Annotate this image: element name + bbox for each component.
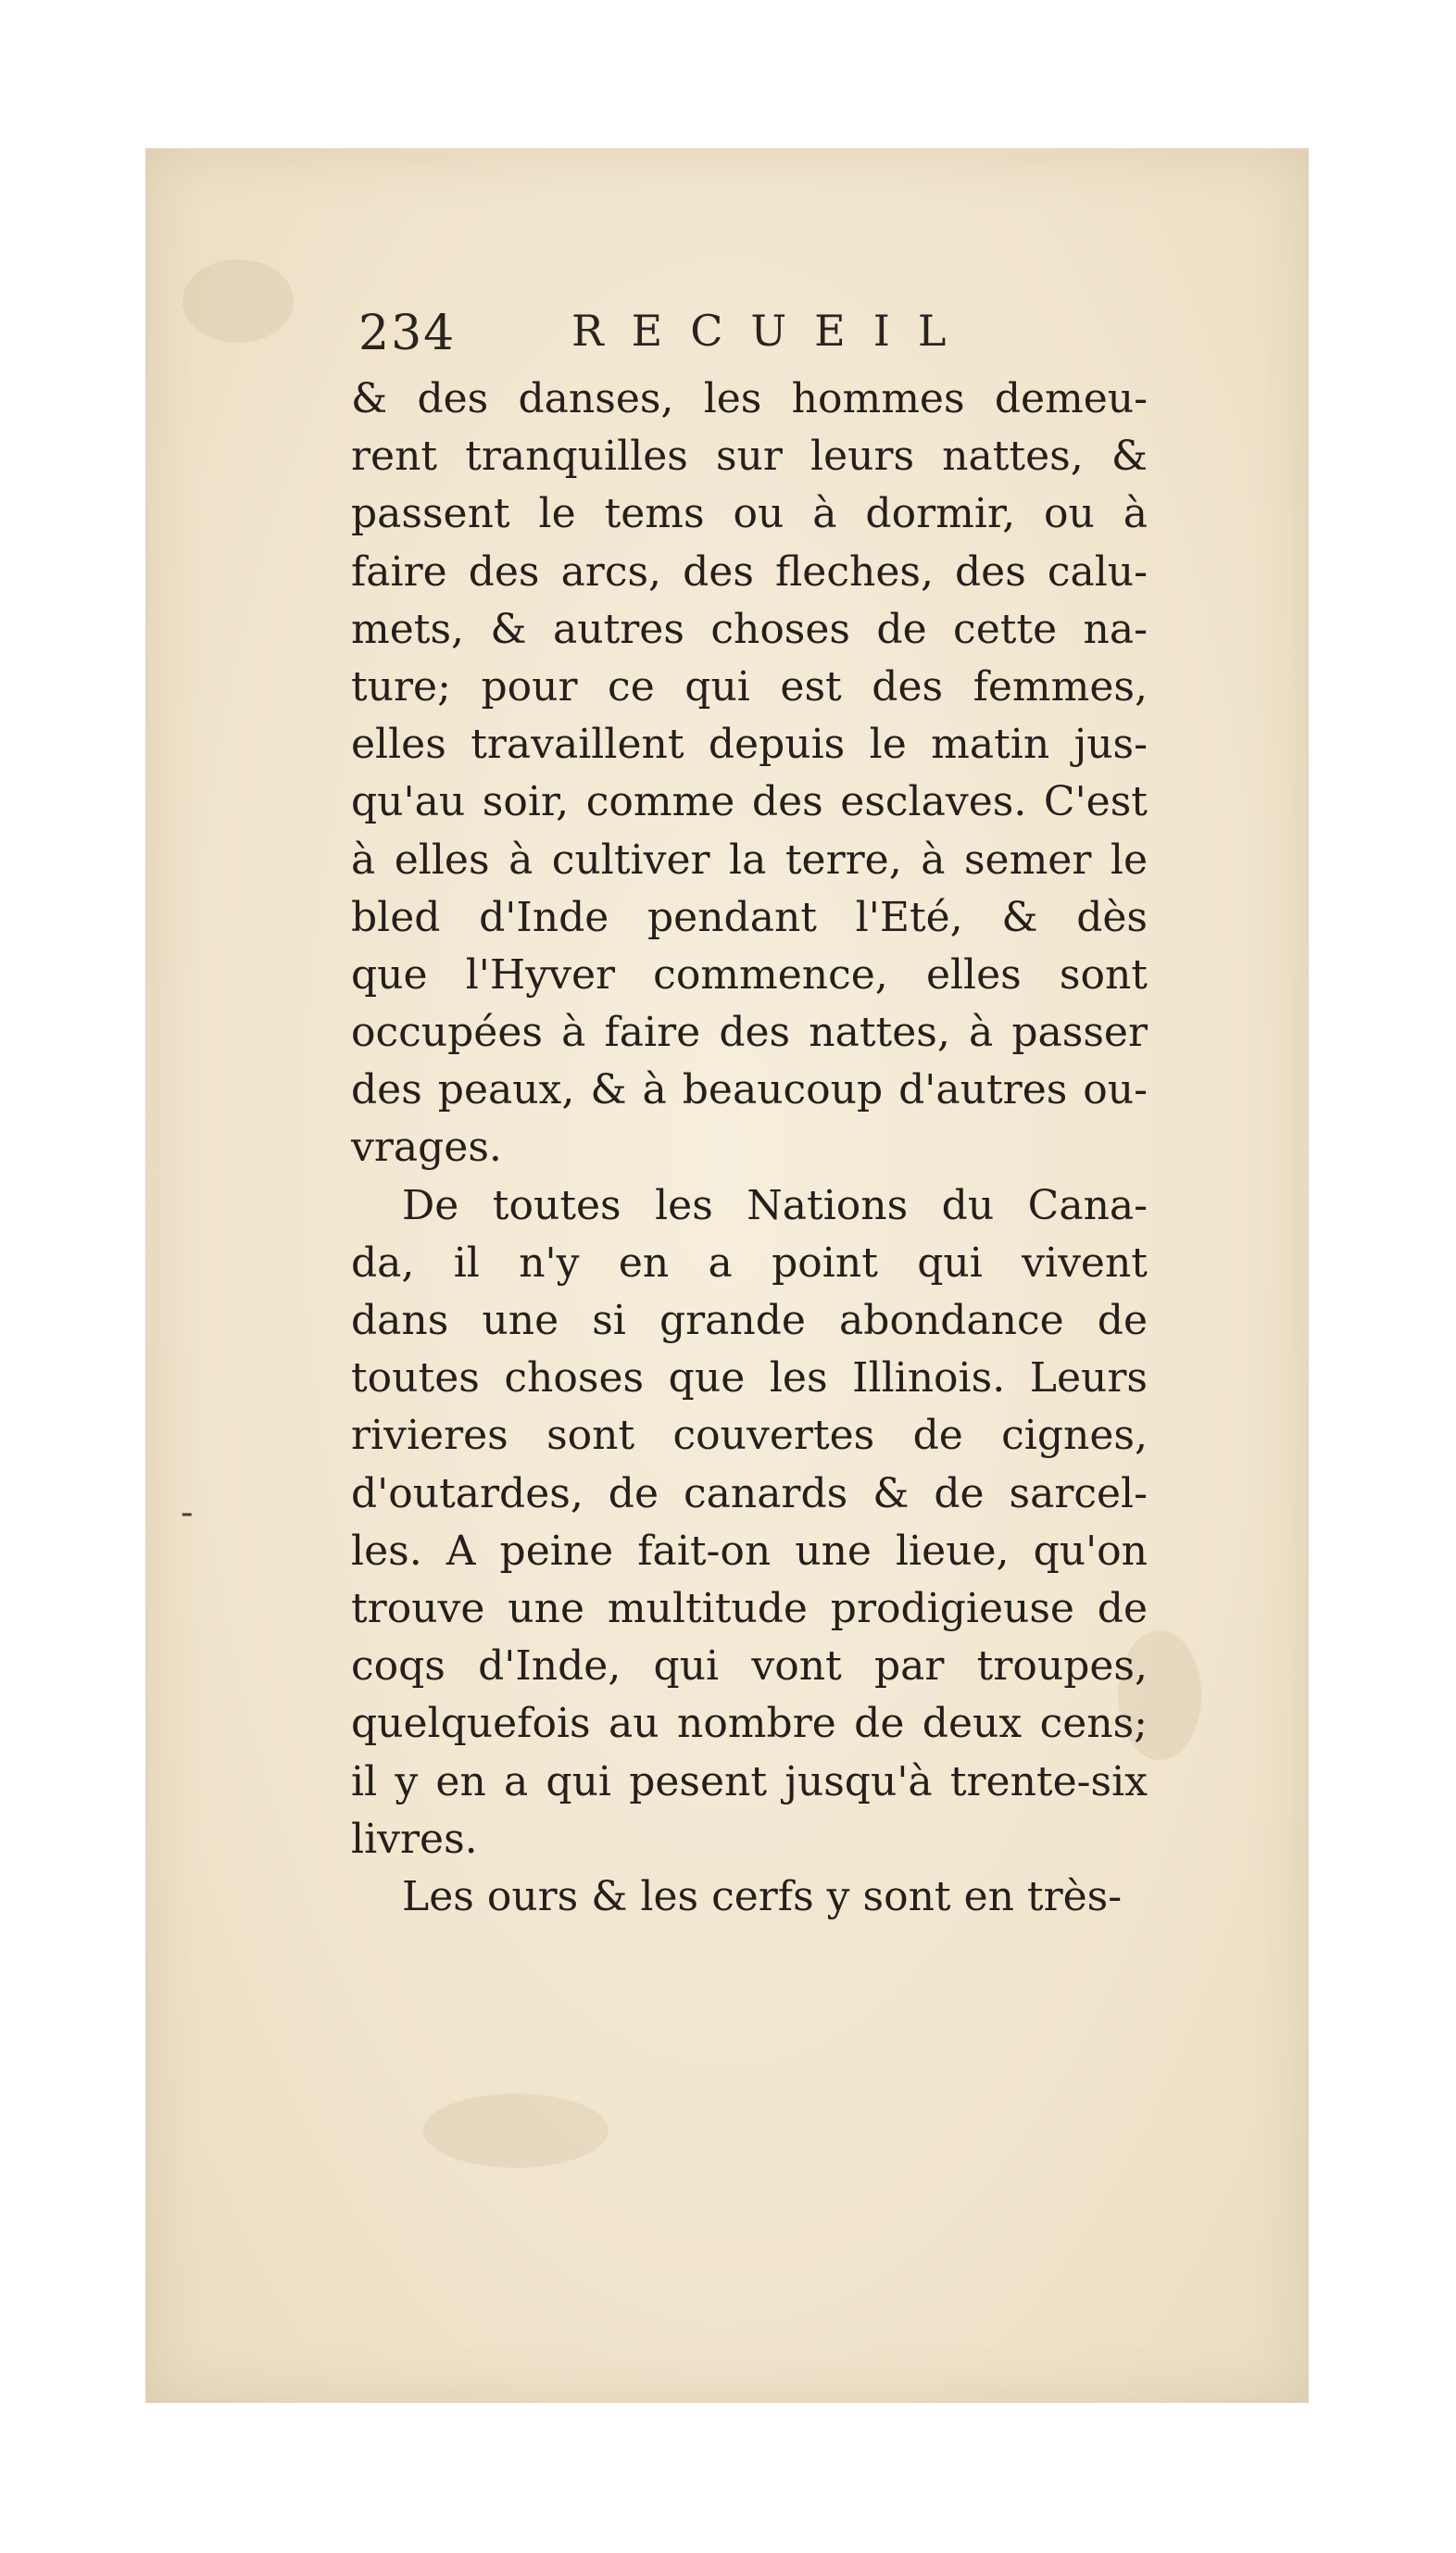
text-line: vrages. xyxy=(351,1124,502,1172)
text-line: & des danses, les hommes demeu- xyxy=(351,375,1148,422)
text-line: Les ours & les cerfs y sont en très- xyxy=(402,1872,1123,1920)
text-line: coqs d'Inde, qui vont par troupes, xyxy=(351,1642,1148,1691)
text-line: bled d'Inde pendant l'Eté, & dès xyxy=(351,893,1148,941)
page-number: 234 xyxy=(358,306,457,361)
margin-dash-mark: - xyxy=(181,1491,194,1534)
paragraph xyxy=(351,1868,1148,1926)
text-line: occupées à faire des nattes, à passer xyxy=(351,1009,1148,1057)
book-page xyxy=(145,148,1309,2403)
paragraph xyxy=(351,371,1148,1177)
paper-stain xyxy=(423,2094,609,2168)
text-line: livres. xyxy=(351,1815,478,1863)
text-line: ture; pour ce qui est des femmes, xyxy=(351,662,1148,711)
text-line: que l'Hyver commence, elles sont xyxy=(351,950,1148,999)
text-line: faire des arcs, des fleches, des calu- xyxy=(351,547,1148,596)
text-line: il y en a qui pesent jusqu'à trente-six xyxy=(351,1757,1148,1805)
text-line: da, il n'y en a point qui vivent xyxy=(351,1239,1148,1287)
paper-stain xyxy=(182,259,294,343)
text-line: passent le tems ou à dormir, ou à xyxy=(351,490,1148,538)
running-head xyxy=(358,306,1174,371)
text-line: qu'au soir, comme des esclaves. C'est xyxy=(351,778,1148,826)
text-line: rivieres sont couvertes de cignes, xyxy=(351,1412,1148,1460)
text-line: rent tranquilles sur leurs nattes, & xyxy=(351,433,1148,481)
text-line: trouve une multitude prodigieuse de xyxy=(351,1584,1148,1632)
text-line: les. A peine fait-on une lieue, qu'on xyxy=(351,1527,1148,1575)
text-line: des peaux, & à beaucoup d'autres ou- xyxy=(351,1066,1148,1114)
text-line: dans une si grande abondance de xyxy=(351,1297,1148,1344)
text-line: à elles à cultiver la terre, à semer le xyxy=(351,836,1148,884)
text-line: toutes choses que les Illinois. Leurs xyxy=(351,1354,1148,1402)
text-line: De toutes les Nations du Cana- xyxy=(402,1181,1148,1229)
text-line: d'outardes, de canards & de sarcel- xyxy=(351,1469,1148,1517)
text-line: quelquefois au nombre de deux cens; xyxy=(351,1700,1148,1748)
running-title: RECUEIL xyxy=(571,306,974,356)
text-line: mets, & autres choses de cette na- xyxy=(351,605,1148,653)
paragraph xyxy=(351,1177,1148,1868)
body-text xyxy=(351,371,1148,1926)
text-line: elles travaillent depuis le matin jus- xyxy=(351,721,1148,769)
